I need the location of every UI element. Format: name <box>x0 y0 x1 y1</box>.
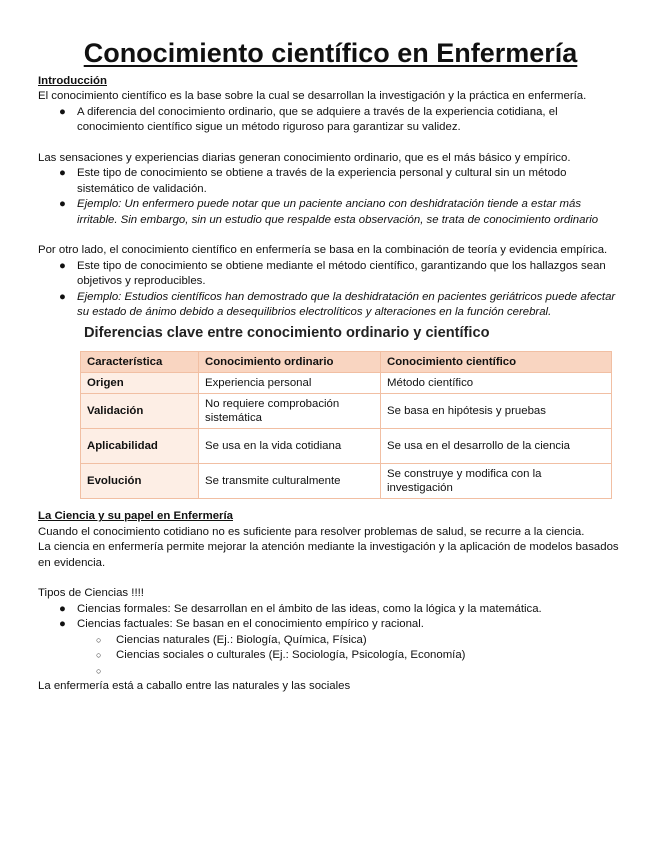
table-header-row <box>81 352 612 373</box>
circle-bullet-icon: ○ <box>96 665 102 676</box>
bullet-icon: ● <box>59 167 66 180</box>
intro-text: El conocimiento científico es la base sobre la cual se desarrollan la investigación y la práctica en enfermería. <box>38 90 587 103</box>
ordinary-list <box>38 166 623 228</box>
science-text-1: Cuando el conocimiento cotidiano no es suficiente para resolver problemas de salud, se recurre a la ciencia. <box>38 525 585 538</box>
science-heading: La Ciencia y su papel en Enfermería <box>38 510 233 523</box>
list-item: ○ Ciencias naturales (Ej.: Biología, Química, Física) <box>38 633 623 648</box>
list-item: ● Ejemplo: Estudios científicos han demostrado que la deshidratación en pacientes geriátricos puede afectar su estado de ánimo debido a desequilibrios electrolíticos y alteraciones en la función cerebral. <box>59 290 616 319</box>
table-cell: Se usa en el desarrollo de la ciencia <box>381 429 612 464</box>
document-body <box>38 74 623 694</box>
intro-list <box>38 105 623 136</box>
ordinary-text: Las sensaciones y experiencias diarias generan conocimiento ordinario, que es el más básico y empírico. <box>38 152 571 165</box>
table-cell: Método científico <box>381 373 612 394</box>
spacer <box>38 136 623 151</box>
types-label: Tipos de Ciencias !!!! <box>38 587 144 600</box>
table-cell: Se usa en la vida cotidiana <box>199 429 381 464</box>
bullet-icon: ● <box>59 602 66 615</box>
table-header: Conocimiento ordinario <box>199 352 381 373</box>
scientific-text: Por otro lado, el conocimiento científico en enfermería se basa en la combinación de teoría y evidencia empírica. <box>38 244 608 257</box>
bullet-icon: ● <box>59 618 66 631</box>
table-cell: Se basa en hipótesis y pruebas <box>381 394 612 429</box>
table-header: Conocimiento científico <box>381 352 612 373</box>
list-item: ● Ejemplo: Un enfermero puede notar que un paciente anciano con deshidratación tiende a estar más irritable. Sin embargo, sin un estudio que respalde esta observación, se trata de conocimiento ordinario <box>59 198 599 226</box>
list-item: ● A diferencia del conocimiento ordinario, que se adquiere a través de la experiencia cotidiana, el conocimiento científico sigue un método riguroso para garantizar su validez. <box>59 105 558 134</box>
list-item: ● Este tipo de conocimiento se obtiene a través de la experiencia personal y cultural sin un método sistemático de validación. <box>59 167 567 195</box>
types-list <box>38 602 623 679</box>
table-title: Diferencias clave entre conocimiento ordinario y científico <box>84 325 490 342</box>
table-row <box>81 394 612 429</box>
table-row <box>81 429 612 464</box>
bullet-icon: ● <box>59 198 66 211</box>
list-item: ● Este tipo de conocimiento se obtiene mediante el método científico, garantizando que los hallazgos sean objetivos y reproducibles. <box>59 259 606 288</box>
page-title: Conocimiento científico en Enfermería <box>83 38 578 68</box>
spacer <box>38 228 623 243</box>
table-cell: No requiere comprobación sistemática <box>199 394 381 429</box>
list-item: ● Ciencias formales: Se desarrollan en el ámbito de las ideas, como la lógica y la matemática. <box>38 602 623 617</box>
table-row <box>81 373 612 394</box>
bullet-icon: ● <box>59 290 66 303</box>
table-cell: Aplicabilidad <box>81 429 199 464</box>
bullet-icon: ● <box>59 259 66 272</box>
table-header: Característica <box>81 352 199 373</box>
circle-bullet-icon: ○ <box>96 650 102 661</box>
science-text-2: La ciencia en enfermería permite mejorar la atención mediante la investigación y la aplicación de modelos basados en evidencia. <box>38 541 619 569</box>
table-cell: Se transmite culturalmente <box>199 464 381 499</box>
table-cell: Experiencia personal <box>199 373 381 394</box>
bullet-icon: ● <box>59 105 66 118</box>
table-cell: Origen <box>81 373 199 394</box>
table-cell: Validación <box>81 394 199 429</box>
list-item: ○ Ciencias sociales o culturales (Ej.: Sociología, Psicología, Economía) <box>38 648 623 663</box>
spacer <box>38 571 623 586</box>
scientific-list <box>38 259 623 321</box>
circle-bullet-icon: ○ <box>96 634 102 645</box>
closing-text: La enfermería está a caballo entre las naturales y las sociales <box>38 679 351 692</box>
list-item <box>38 664 623 679</box>
comparison-table <box>80 351 612 499</box>
table-row <box>81 464 612 499</box>
list-item: ● Ciencias factuales: Se basan en el conocimiento empírico y racional. <box>38 617 623 632</box>
table-cell: Se construye y modifica con la investigación <box>381 464 612 499</box>
intro-heading: Introducción <box>38 75 107 87</box>
table-cell: Evolución <box>81 464 199 499</box>
